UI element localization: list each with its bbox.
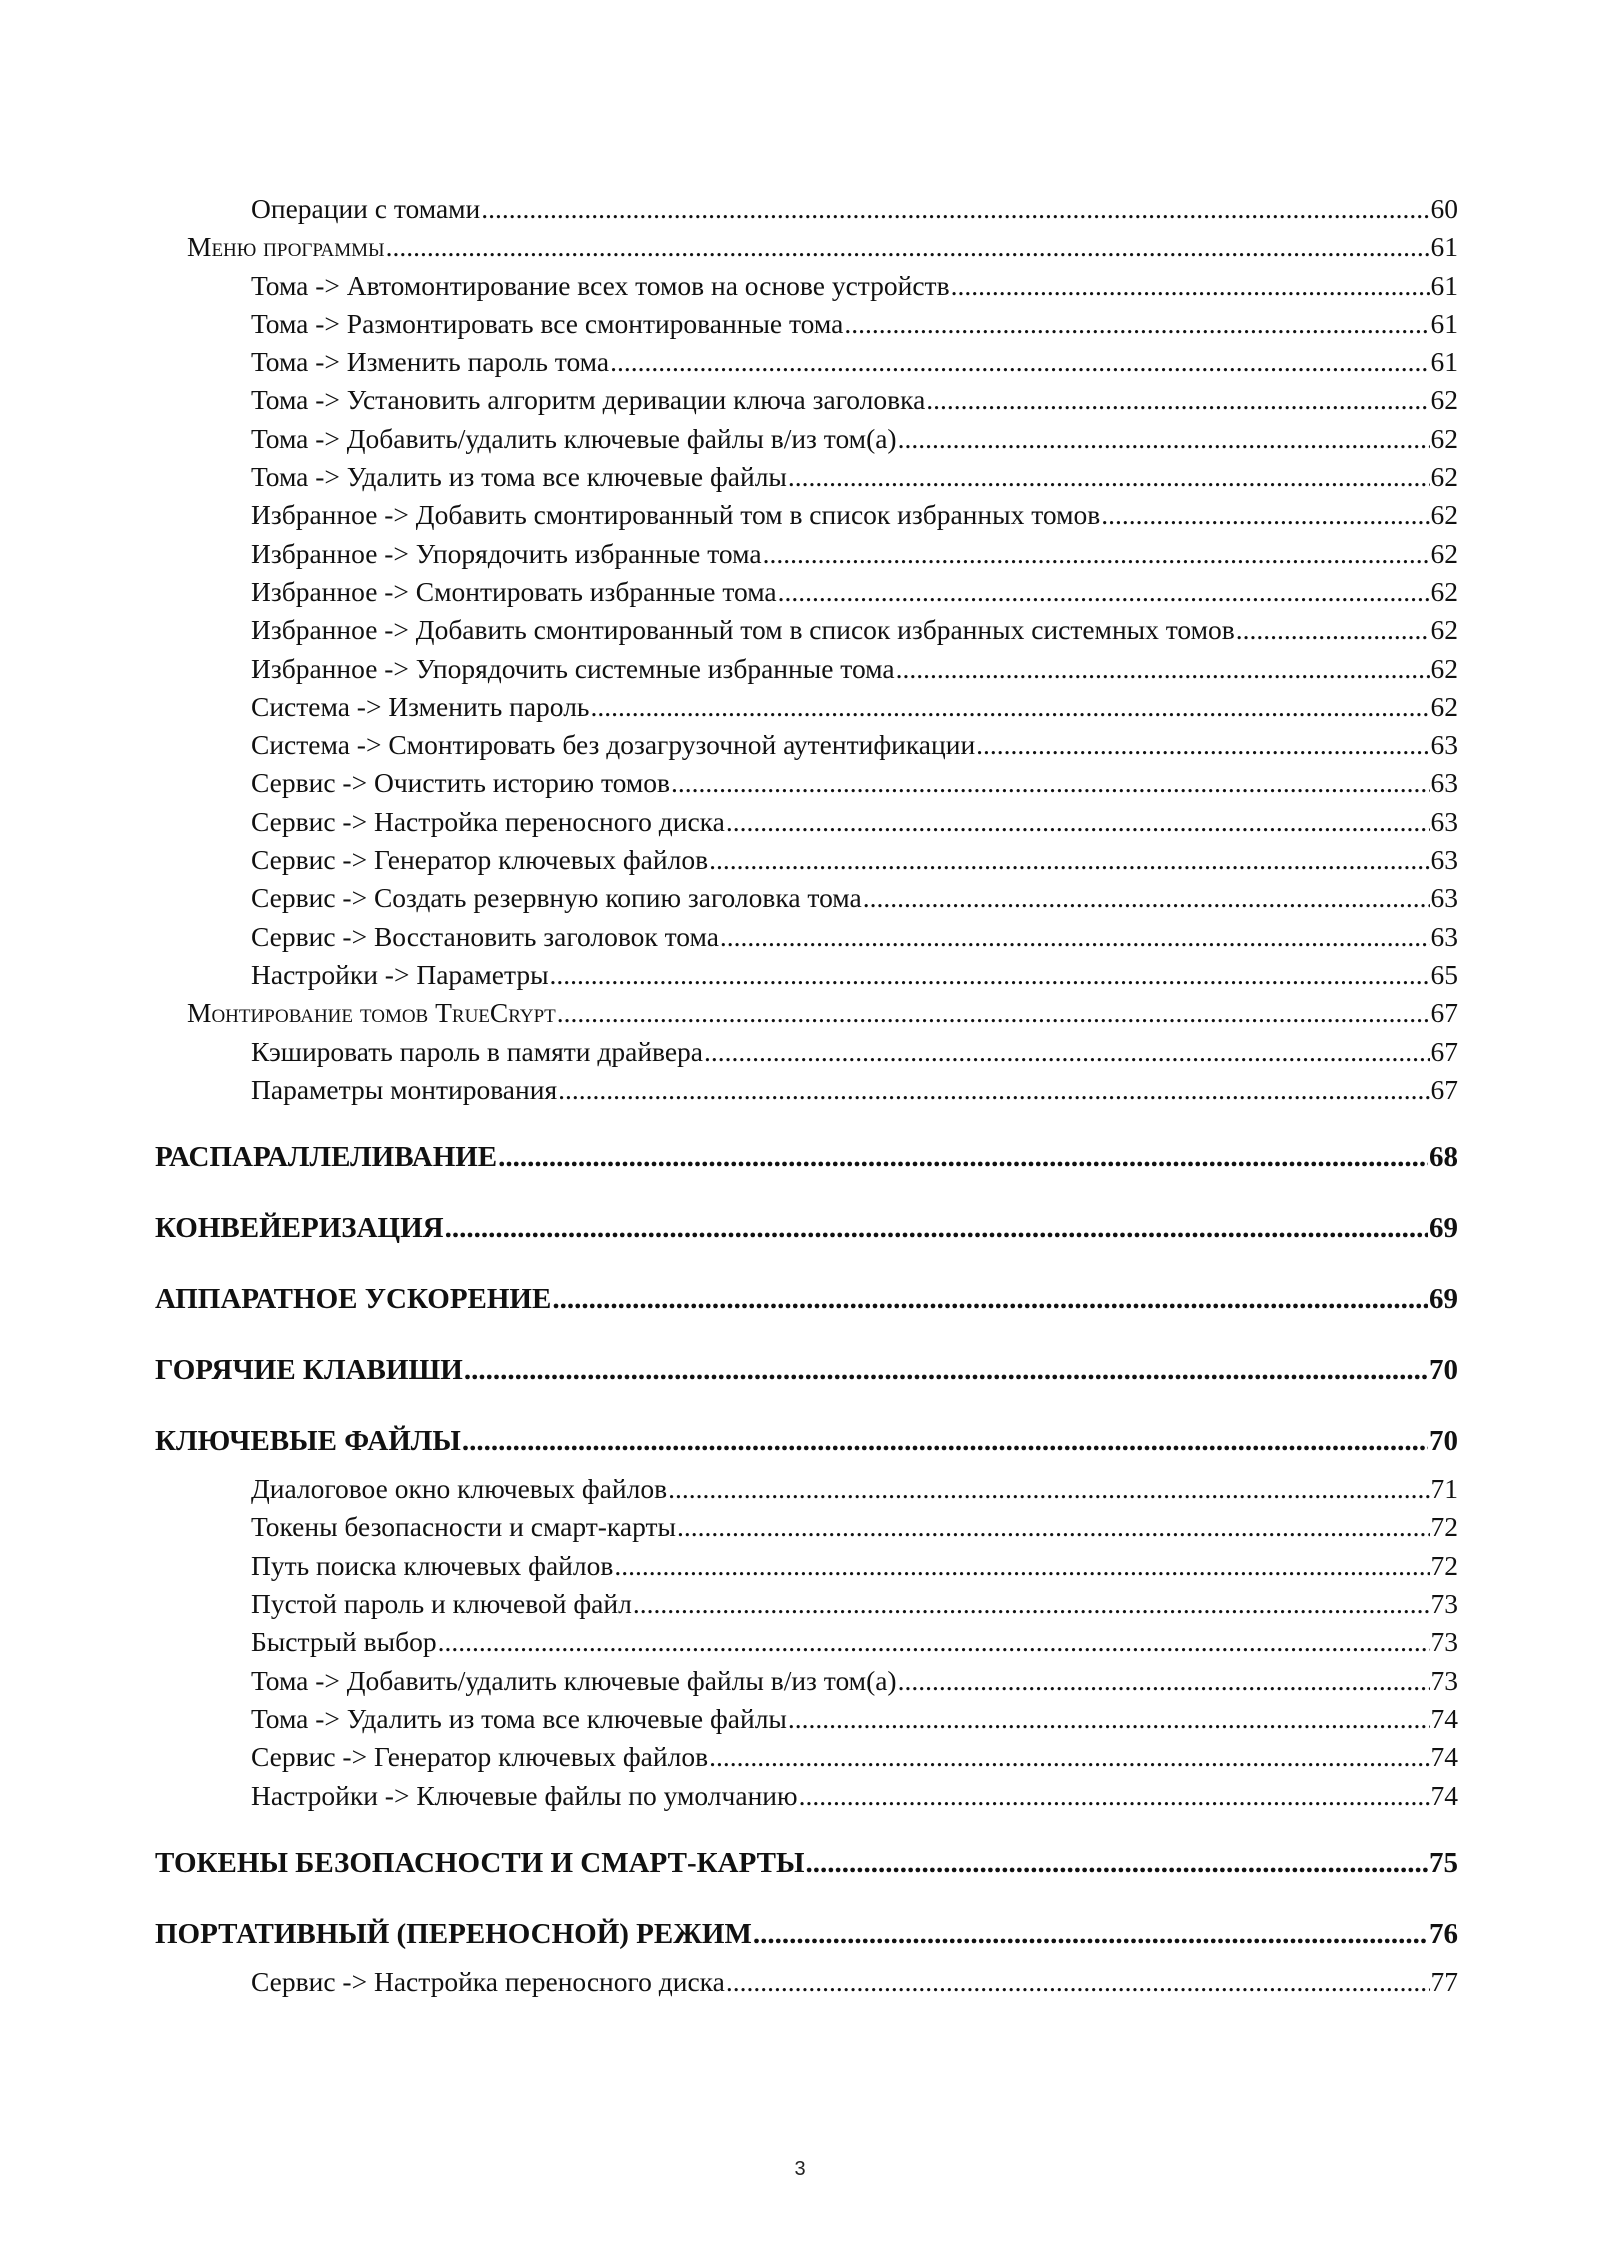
dot-leader (481, 190, 1429, 228)
dot-leader (610, 343, 1429, 381)
toc-subsection-entry[interactable] (155, 803, 1458, 841)
toc-entry-title: Монтирование томов TrueCrypt (187, 997, 556, 1029)
dot-leader (709, 841, 1429, 879)
dot-leader (671, 764, 1430, 802)
dot-leader (614, 1547, 1429, 1585)
toc-entry-page-number: 75 (1429, 1846, 1458, 1879)
dot-leader (438, 1623, 1430, 1661)
toc-subsection-entry[interactable] (155, 343, 1458, 381)
dot-leader (590, 688, 1429, 726)
toc-subsection-entry[interactable] (155, 726, 1458, 764)
dot-leader (558, 1071, 1429, 1109)
dot-leader (709, 1738, 1429, 1776)
toc-subsection-entry[interactable] (155, 879, 1458, 917)
toc-subsection-entry[interactable] (155, 918, 1458, 956)
toc-entry-page-number: 65 (1430, 958, 1458, 990)
toc-subsection-entry[interactable] (155, 1700, 1458, 1738)
dot-leader (668, 1470, 1429, 1508)
toc-chapter-entry[interactable] (155, 1911, 1458, 1957)
toc-entry-title: Тома -> Изменить пароль тома (251, 346, 610, 378)
page-number: 3 (794, 2158, 806, 2180)
dot-leader (805, 1840, 1428, 1886)
toc-section-entry[interactable] (155, 228, 1458, 266)
toc-entry-title: Тома -> Автомонтирование всех томов на основе устройств (251, 269, 950, 301)
toc-entry-page-number: 74 (1430, 1779, 1458, 1811)
dot-leader (386, 228, 1430, 266)
toc-entry-page-number: 68 (1429, 1141, 1458, 1174)
toc-entry-page-number: 70 (1429, 1425, 1458, 1458)
toc-entry-page-number: 69 (1429, 1283, 1458, 1316)
toc-entry-title: Пустой пароль и ключевой файл (251, 1588, 632, 1620)
toc-entry-title: Избранное -> Упорядочить системные избранные тома (251, 652, 895, 684)
toc-entry-title: Сервис -> Генератор ключевых файлов (251, 1741, 709, 1773)
toc-entry-page-number: 63 (1430, 805, 1458, 837)
toc-entry-page-number: 73 (1430, 1588, 1458, 1620)
toc-entry-title: РАСПАРАЛЛЕЛИВАНИЕ (155, 1141, 498, 1174)
toc-subsection-entry[interactable] (155, 1963, 1458, 2001)
toc-entry-title: Операции с томами (251, 193, 481, 224)
toc-entry-page-number: 74 (1430, 1702, 1458, 1734)
toc-subsection-entry[interactable] (155, 1547, 1458, 1585)
toc-subsection-entry[interactable] (155, 535, 1458, 573)
toc-entry-title: КОНВЕЙЕРИЗАЦИЯ (155, 1212, 444, 1245)
dot-leader (976, 726, 1429, 764)
toc-entry-page-number: 67 (1430, 1035, 1458, 1067)
toc-subsection-entry[interactable] (155, 1033, 1458, 1071)
toc-entry-title: Меню программы (187, 231, 385, 263)
toc-subsection-entry[interactable] (155, 1071, 1458, 1109)
toc-entry-title: Сервис -> Генератор ключевых файлов (251, 844, 709, 876)
toc-entry-page-number: 62 (1430, 537, 1458, 569)
dot-leader (898, 1662, 1430, 1700)
toc-entry-page-number: 63 (1430, 844, 1458, 876)
toc-subsection-entry[interactable] (155, 841, 1458, 879)
toc-entry-page-number: 71 (1430, 1473, 1458, 1505)
toc-entry-page-number: 62 (1430, 422, 1458, 454)
dot-leader (926, 381, 1429, 419)
toc-entry-title: АППАРАТНОЕ УСКОРЕНИЕ (155, 1283, 552, 1316)
toc-entry-title: КЛЮЧЕВЫЕ ФАЙЛЫ (155, 1425, 461, 1458)
toc-entry-title: Настройки -> Ключевые файлы по умолчанию (251, 1779, 798, 1811)
toc-subsection-entry[interactable] (155, 1585, 1458, 1623)
toc-entry-title: Избранное -> Упорядочить избранные тома (251, 537, 762, 569)
toc-entry-title: Избранное -> Добавить смонтированный том в список избранных томов (251, 499, 1101, 531)
toc-subsection-entry[interactable] (155, 1777, 1458, 1815)
toc-chapter-entry[interactable] (155, 1418, 1458, 1464)
dot-leader (778, 573, 1430, 611)
toc-chapter-entry[interactable] (155, 1347, 1458, 1393)
dot-leader (898, 420, 1430, 458)
dot-leader (726, 1963, 1430, 2001)
dot-leader (552, 1276, 1428, 1322)
toc-subsection-entry[interactable] (155, 1623, 1458, 1661)
toc-subsection-entry[interactable] (155, 267, 1458, 305)
toc-entry-page-number: 62 (1430, 499, 1458, 531)
toc-entry-page-number: 60 (1430, 193, 1458, 224)
toc-subsection-entry[interactable] (155, 611, 1458, 649)
toc-entry-title: Настройки -> Параметры (251, 958, 549, 990)
dot-leader (498, 1134, 1428, 1180)
toc-subsection-entry[interactable] (155, 764, 1458, 802)
toc-entry-title: Система -> Смонтировать без дозагрузочной аутентификации (251, 729, 976, 761)
dot-leader (704, 1033, 1429, 1071)
toc-chapter-entry[interactable] (155, 1840, 1458, 1886)
toc-entry-page-number: 63 (1430, 882, 1458, 914)
toc-entry-page-number: 72 (1430, 1549, 1458, 1581)
dot-leader (445, 1205, 1428, 1251)
toc-subsection-entry[interactable] (155, 956, 1458, 994)
dot-leader (799, 1777, 1430, 1815)
toc-entry-page-number: 63 (1430, 920, 1458, 952)
toc-entry-title: Сервис -> Настройка переносного диска (251, 805, 725, 837)
toc-subsection-entry[interactable] (155, 496, 1458, 534)
toc-entry-title: Путь поиска ключевых файлов (251, 1549, 614, 1581)
toc-entry-page-number: 62 (1430, 461, 1458, 493)
dot-leader (726, 803, 1430, 841)
dot-leader (788, 458, 1430, 496)
toc-entry-page-number: 61 (1430, 231, 1458, 263)
toc-entry-title: Параметры монтирования (251, 1073, 558, 1105)
toc-subsection-entry[interactable] (155, 420, 1458, 458)
toc-chapter-entry[interactable] (155, 1134, 1458, 1180)
toc-subsection-entry[interactable] (155, 688, 1458, 726)
toc-entry-title: Тома -> Удалить из тома все ключевые файлы (251, 461, 787, 493)
toc-entry-page-number: 61 (1430, 307, 1458, 339)
toc-chapter-entry[interactable] (155, 1205, 1458, 1251)
toc-entry-page-number: 74 (1430, 1741, 1458, 1773)
toc-entry-title: Сервис -> Очистить историю томов (251, 767, 670, 799)
toc-entry-page-number: 62 (1430, 384, 1458, 416)
toc-entry-title: Избранное -> Добавить смонтированный том в список избранных системных томов (251, 614, 1235, 646)
toc-entry-page-number: 63 (1430, 767, 1458, 799)
toc-entry-title: Тома -> Добавить/удалить ключевые файлы в/из том(а) (251, 1664, 897, 1696)
toc-entry-page-number: 76 (1429, 1917, 1458, 1950)
toc-entry-page-number: 69 (1429, 1212, 1458, 1245)
dot-leader (753, 1911, 1428, 1957)
toc-entry-page-number: 73 (1430, 1626, 1458, 1658)
toc-entry-page-number: 77 (1430, 1965, 1458, 1997)
toc-entry-title: Сервис -> Создать резервную копию заголовка тома (251, 882, 862, 914)
table-of-contents (155, 190, 1458, 2001)
dot-leader (557, 994, 1430, 1032)
toc-subsection-entry[interactable] (155, 305, 1458, 343)
dot-leader (1101, 496, 1429, 534)
dot-leader (951, 267, 1430, 305)
toc-subsection-entry[interactable] (155, 650, 1458, 688)
toc-section-entry[interactable] (155, 994, 1458, 1032)
toc-entry-title: Сервис -> Настройка переносного диска (251, 1965, 725, 1997)
toc-entry-title: ТОКЕНЫ БЕЗОПАСНОСТИ И СМАРТ-КАРТЫ (155, 1846, 805, 1879)
toc-entry-title: Токены безопасности и смарт-карты (251, 1511, 676, 1543)
toc-entry-title: ГОРЯЧИЕ КЛАВИШИ (155, 1354, 463, 1387)
toc-entry-title: Быстрый выбор (251, 1626, 437, 1658)
dot-leader (863, 879, 1430, 917)
toc-entry-page-number: 62 (1430, 690, 1458, 722)
toc-entry-title: ПОРТАТИВНЫЙ (ПЕРЕНОСНОЙ) РЕЖИМ (155, 1917, 752, 1950)
toc-entry-page-number: 61 (1430, 269, 1458, 301)
toc-entry-page-number: 67 (1430, 997, 1458, 1029)
toc-chapter-entry[interactable] (155, 1276, 1458, 1322)
toc-entry-page-number: 62 (1430, 652, 1458, 684)
toc-entry-title: Система -> Изменить пароль (251, 690, 590, 722)
toc-subsection-entry[interactable] (155, 190, 1458, 228)
dot-leader (677, 1508, 1430, 1546)
toc-entry-page-number: 73 (1430, 1664, 1458, 1696)
toc-subsection-entry[interactable] (155, 458, 1458, 496)
dot-leader (844, 305, 1429, 343)
dot-leader (633, 1585, 1430, 1623)
toc-entry-page-number: 61 (1430, 346, 1458, 378)
toc-subsection-entry[interactable] (155, 1508, 1458, 1546)
toc-subsection-entry[interactable] (155, 1662, 1458, 1700)
toc-entry-title: Тома -> Удалить из тома все ключевые файлы (251, 1702, 787, 1734)
dot-leader (1236, 611, 1430, 649)
dot-leader (462, 1418, 1428, 1464)
toc-subsection-entry[interactable] (155, 1470, 1458, 1508)
dot-leader (720, 918, 1430, 956)
toc-entry-page-number: 63 (1430, 729, 1458, 761)
toc-entry-title: Кэшировать пароль в памяти драйвера (251, 1035, 704, 1067)
dot-leader (896, 650, 1430, 688)
toc-entry-title: Избранное -> Смонтировать избранные тома (251, 575, 777, 607)
toc-subsection-entry[interactable] (155, 573, 1458, 611)
toc-entry-page-number: 67 (1430, 1073, 1458, 1105)
toc-entry-title: Тома -> Установить алгоритм деривации ключа заголовка (251, 384, 926, 416)
toc-subsection-entry[interactable] (155, 1738, 1458, 1776)
toc-entry-title: Диалоговое окно ключевых файлов (251, 1473, 668, 1505)
dot-leader (788, 1700, 1430, 1738)
dot-leader (550, 956, 1430, 994)
toc-entry-page-number: 62 (1430, 575, 1458, 607)
toc-entry-page-number: 62 (1430, 614, 1458, 646)
toc-entry-title: Тома -> Размонтировать все смонтированные тома (251, 307, 844, 339)
dot-leader (763, 535, 1430, 573)
toc-entry-title: Тома -> Добавить/удалить ключевые файлы в/из том(а) (251, 422, 897, 454)
toc-entry-title: Сервис -> Восстановить заголовок тома (251, 920, 719, 952)
toc-entry-page-number: 70 (1429, 1354, 1458, 1387)
dot-leader (464, 1347, 1428, 1393)
toc-entry-page-number: 72 (1430, 1511, 1458, 1543)
toc-subsection-entry[interactable] (155, 381, 1458, 419)
